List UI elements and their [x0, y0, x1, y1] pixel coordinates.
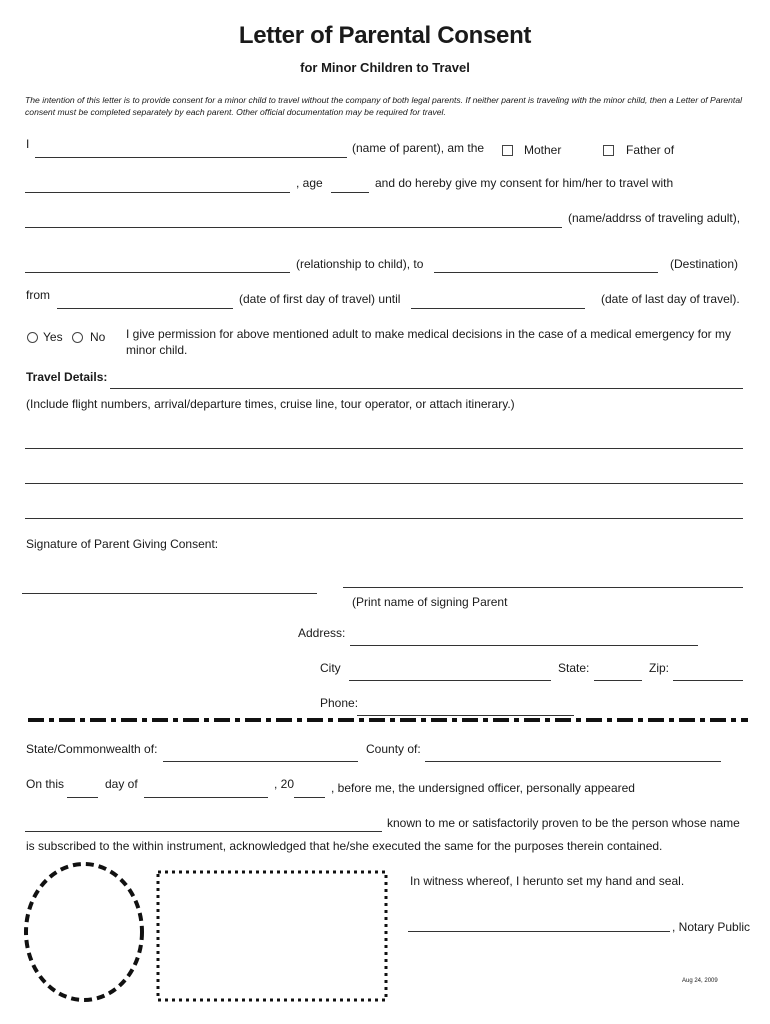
travel-details-label: Travel Details: [26, 370, 108, 384]
travel-details-line-2[interactable] [25, 448, 743, 449]
parent-name-field[interactable] [35, 157, 347, 158]
medical-text-line1: I give permission for above mentioned adult to make medical decisions in the case of a medical emergency for my [126, 327, 731, 341]
notary-state-label: State/Commonwealth of: [26, 742, 158, 756]
witness-text: In witness whereof, I herunto set my hand and seal. [410, 874, 685, 888]
notary-state-field[interactable] [163, 761, 358, 762]
before-me-label: , before me, the undersigned officer, personally appeared [331, 781, 635, 795]
state-label: State: [558, 661, 590, 675]
traveling-adult-field[interactable] [25, 227, 562, 228]
form-date-code: Aug 24, 2009 [682, 978, 718, 984]
signature-label: Signature of Parent Giving Consent: [26, 537, 219, 551]
print-name-label: (Print name of signing Parent [352, 595, 508, 609]
print-name-field[interactable] [343, 587, 743, 588]
notary-stamp-box [156, 870, 388, 1002]
intro-text: The intention of this letter is to provide consent for a minor child to travel without the company of both legal parents. If neither parent is traveling with the minor child, then a Letter of Parental consent must be completed separately by each parent. Other official documentation may be required for travel. [25, 95, 743, 117]
subscribed-text: is subscribed to the within instrument, acknowledged that he/she executed the same for the purposes therein contained. [26, 839, 663, 853]
notary-seal-circle [22, 860, 146, 1004]
last-day-label: (date of last day of travel). [601, 292, 740, 306]
notary-public-label: , Notary Public [672, 920, 751, 934]
page-title: Letter of Parental Consent [238, 22, 532, 49]
zip-label: Zip: [649, 661, 670, 675]
travel-details-hint: (Include flight numbers, arrival/departure times, cruise line, tour operator, or attach itinerary.) [26, 397, 515, 411]
on-this-label: On this [26, 777, 65, 791]
name-of-parent-label: (name of parent), am the [352, 141, 485, 155]
day-field[interactable] [67, 797, 98, 798]
father-of-label: Father of [626, 143, 675, 157]
address-field[interactable] [350, 645, 698, 646]
city-label: City [320, 661, 341, 675]
appeared-name-field[interactable] [25, 831, 382, 832]
mother-checkbox[interactable] [502, 145, 513, 156]
last-day-field[interactable] [411, 308, 585, 309]
no-label: No [90, 330, 106, 344]
page-subtitle: for Minor Children to Travel [300, 60, 470, 75]
year-field[interactable] [294, 797, 325, 798]
destination-label: (Destination) [670, 257, 739, 271]
year-prefix-label: , 20 [274, 777, 295, 791]
city-field[interactable] [349, 680, 551, 681]
notary-county-field[interactable] [425, 761, 721, 762]
first-day-field[interactable] [57, 308, 233, 309]
travel-details-line-4[interactable] [25, 518, 743, 519]
month-field[interactable] [144, 797, 268, 798]
give-consent-label: and do hereby give my consent for him/her to travel with [375, 176, 674, 190]
destination-field[interactable] [434, 272, 658, 273]
dashed-separator [28, 718, 748, 722]
traveling-adult-label: (name/addrss of traveling adult), [568, 211, 741, 225]
phone-field[interactable] [357, 715, 574, 716]
known-to-me-label: known to me or satisfactorily proven to be the person whose name [387, 816, 740, 830]
from-label: from [26, 288, 50, 302]
no-radio[interactable] [72, 332, 83, 343]
child-name-field[interactable] [25, 192, 290, 193]
travel-details-line-3[interactable] [25, 483, 743, 484]
notary-signature-field[interactable] [408, 931, 670, 932]
first-day-label: (date of first day of travel) until [239, 292, 401, 306]
address-label: Address: [298, 626, 346, 640]
father-checkbox[interactable] [603, 145, 614, 156]
relationship-label: (relationship to child), to [296, 257, 424, 271]
age-label: , age [296, 176, 323, 190]
age-field[interactable] [331, 192, 369, 193]
relationship-field[interactable] [25, 272, 290, 273]
state-field[interactable] [594, 680, 642, 681]
day-of-label: day of [105, 777, 138, 791]
travel-details-field[interactable] [110, 388, 743, 389]
signature-field[interactable] [22, 593, 317, 594]
i-label: I [26, 137, 30, 151]
phone-label: Phone: [320, 696, 359, 710]
yes-label: Yes [43, 330, 63, 344]
notary-county-label: County of: [366, 742, 421, 756]
yes-radio[interactable] [27, 332, 38, 343]
mother-label: Mother [524, 143, 562, 157]
zip-field[interactable] [673, 680, 743, 681]
medical-text-line2: minor child. [126, 343, 188, 357]
